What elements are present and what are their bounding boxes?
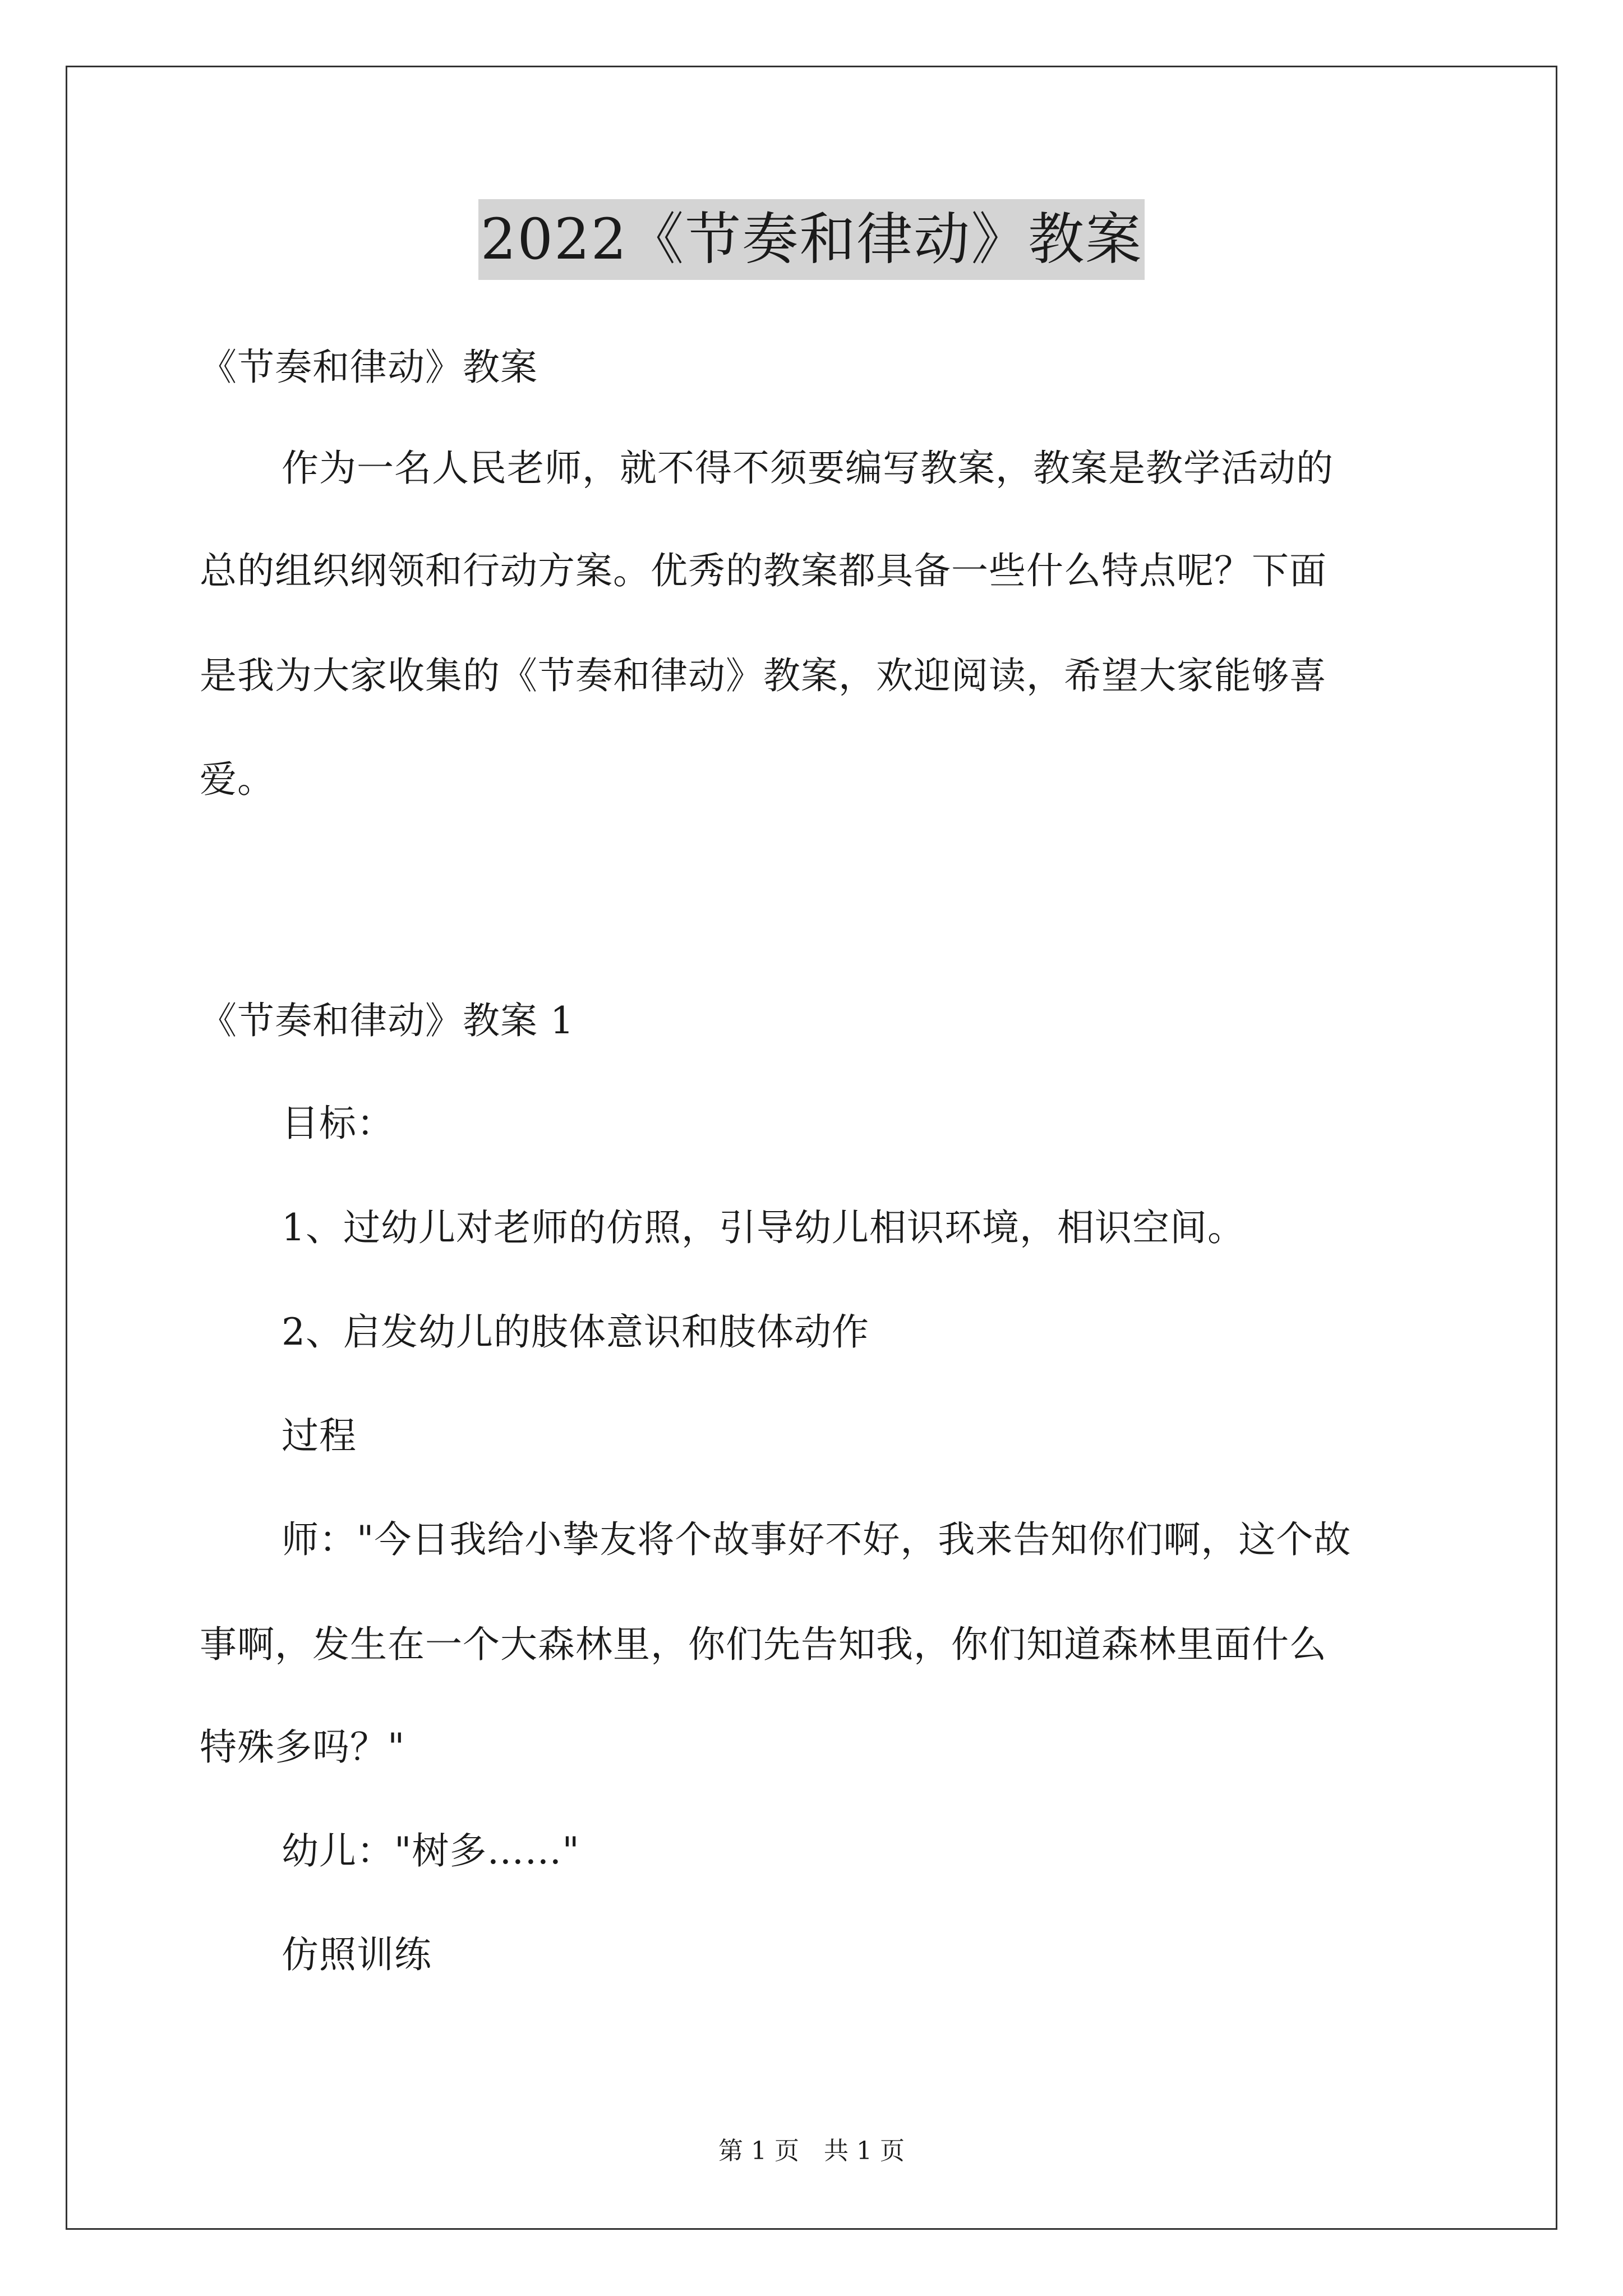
goal-item-2: 2、启发幼儿的肢体意识和肢体动作 — [282, 1310, 869, 1354]
title-container — [0, 199, 1623, 280]
process-label: 过程 — [282, 1414, 357, 1457]
teacher-line-1: 师："今日我给小挚友将个故事好不好，我来告知你们啊，这个故 — [282, 1518, 1352, 1561]
intro-line-2: 总的组织纲领和行动方案。优秀的教案都具备一些什么特点呢？下面 — [200, 549, 1327, 592]
child-line: 幼儿："树多……" — [282, 1829, 580, 1872]
goal-item-1: 1、过幼儿对老师的仿照，引导幼儿相识环境，相识空间。 — [282, 1206, 1245, 1249]
document-title: 2022《节奏和律动》教案 — [478, 199, 1145, 280]
practice-label: 仿照训练 — [282, 1933, 432, 1976]
intro-line-4: 爱。 — [200, 758, 275, 801]
intro-line-1: 作为一名人民老师，就不得不须要编写教案，教案是教学活动的 — [282, 447, 1334, 490]
page-footer: 第 1 页 共 1 页 — [718, 2137, 905, 2165]
document-subtitle: 《节奏和律动》教案 — [200, 346, 538, 389]
goal-label: 目标： — [282, 1102, 394, 1145]
intro-line-3: 是我为大家收集的《节奏和律动》教案，欢迎阅读，希望大家能够喜 — [200, 654, 1327, 697]
teacher-line-3: 特殊多吗？" — [200, 1726, 405, 1769]
teacher-line-2: 事啊，发生在一个大森林里，你们先告知我，你们知道森林里面什么 — [200, 1623, 1327, 1666]
section-heading: 《节奏和律动》教案 1 — [200, 999, 574, 1042]
